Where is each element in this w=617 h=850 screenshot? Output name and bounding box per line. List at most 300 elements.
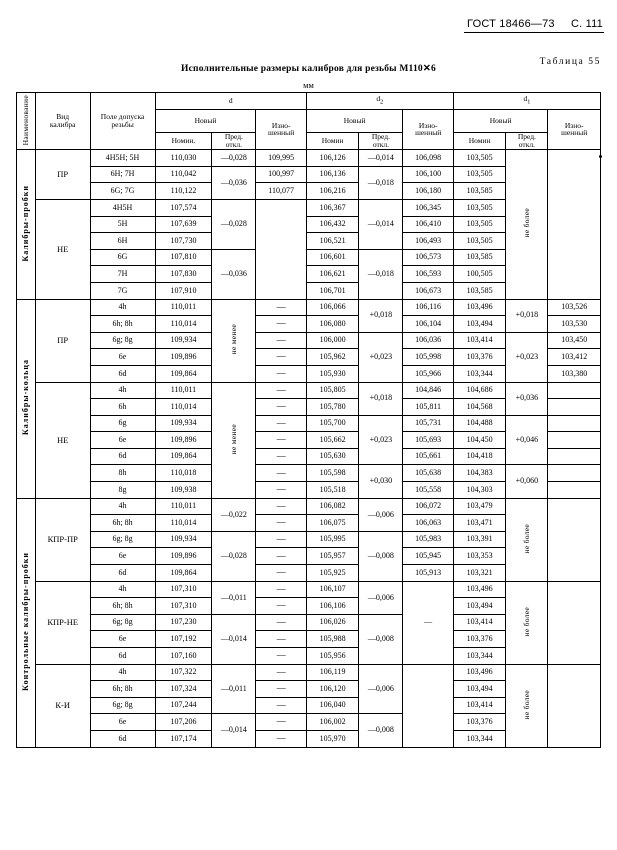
d2-nominal-cell: 106,621 [306,266,359,283]
d-nominal-cell: 107,174 [155,730,212,747]
tolerance-field-cell: 6H [90,233,155,250]
d-worn-cell: — [256,399,306,416]
d1-nominal-cell: 104,450 [453,432,506,449]
tolerance-field-cell: 6h; 8h [90,316,155,333]
d-dev-cell: —0,036 [212,166,256,199]
d-worn-cell: — [256,349,306,366]
col-d: d [155,93,306,110]
d-dev-cell: —0,028 [212,199,256,249]
tolerance-field-cell: 6e [90,714,155,731]
d2-nominal-cell: 106,066 [306,299,359,316]
tolerance-field-cell: 8h [90,465,155,482]
d2-worn-cell: 105,558 [403,482,453,499]
d-worn-cell: — [256,448,306,465]
d1-worn-cell [548,399,601,416]
d1-nominal-cell: 103,376 [453,349,506,366]
table-row [17,465,601,482]
d-worn-cell: — [256,515,306,532]
d2-worn-cell: 105,983 [403,531,453,548]
d-worn-cell: — [256,382,306,399]
d-nominal-cell: 107,574 [155,199,212,216]
col-d2-worn: Изно- шенный [403,109,453,150]
col-d1: $d_1$ [453,93,600,110]
d-nominal-cell: 109,934 [155,415,212,432]
d2-dev-cell: —0,014 [359,199,403,249]
d2-dev-cell: —0,008 [359,614,403,664]
d1-worn-cell [548,382,601,399]
d-dev-cell: —0,011 [212,664,256,714]
d-nominal-cell: 109,938 [155,482,212,499]
d2-nominal-cell: 105,518 [306,482,359,499]
d1-nominal-cell: 103,494 [453,316,506,333]
d2-nominal-cell: 105,988 [306,631,359,648]
d2-worn-cell [403,664,453,747]
col-d-worn: Изно- шенный [256,109,306,150]
d-dev-cell: —0,014 [212,614,256,664]
tolerance-field-cell: 4H5H [90,199,155,216]
d1-nominal-cell: 100,505 [453,266,506,283]
d1-worn-cell [548,465,601,482]
d-nominal-cell: 107,830 [155,266,212,283]
tolerance-field-cell: 8g [90,482,155,499]
d2-nominal-cell: 105,970 [306,730,359,747]
group-label-kontrolnye: Контрольные калибры-пробки [17,498,36,747]
d-nominal-cell: 107,639 [155,216,212,233]
d2-worn-cell: 104,846 [403,382,453,399]
d-dev-cell: —0,028 [212,531,256,581]
d2-dev-cell: +0,018 [359,382,403,415]
d2-nominal-cell: 106,136 [306,166,359,183]
d2-nominal-cell: 105,805 [306,382,359,399]
d1-dev-cell: +0,023 [506,332,548,382]
tolerance-field-cell: 4h [90,498,155,515]
d2-nominal-cell: 106,107 [306,581,359,598]
d1-worn-cell: 103,412 [548,349,601,366]
gauge-dimensions-table [16,92,601,748]
d-nominal-cell: 109,934 [155,531,212,548]
d2-nominal-cell: 106,106 [306,598,359,615]
col-gauge-type: Вид калибра [35,93,90,150]
col-d1-dev: Пред. откл. [506,133,548,150]
header-rule [464,32,604,33]
tolerance-field-cell: 5H [90,216,155,233]
d1-worn-cell [548,482,601,499]
d-nominal-cell: 109,896 [155,548,212,565]
d2-nominal-cell: 106,126 [306,150,359,167]
d-worn-cell: — [256,714,306,731]
d2-nominal-cell: 105,630 [306,448,359,465]
col-d-dev: Пред. откл. [212,133,256,150]
d-worn-cell: — [256,648,306,665]
d-worn-cell: — [256,531,306,548]
d2-worn-cell: 106,493 [403,233,453,250]
d-nominal-cell: 110,122 [155,183,212,200]
d-worn-cell: — [256,681,306,698]
d1-worn-cell [548,448,601,465]
d2-worn-cell: 106,180 [403,183,453,200]
table-row [17,299,601,316]
d-nominal-cell: 107,322 [155,664,212,681]
d-nominal-cell: 109,896 [155,432,212,449]
table-title: Исполнительные размеры калибров для резьбы М110✕6 [181,64,436,74]
d-dev-cell-nemenee: не менее [212,299,256,382]
d2-worn-cell: 106,345 [403,199,453,216]
tolerance-field-cell: 4h [90,299,155,316]
d-nominal-cell: 110,014 [155,399,212,416]
table-row [17,382,601,399]
gauge-type-cell: ПР [35,150,90,200]
tolerance-field-cell: 4h [90,382,155,399]
d2-nominal-cell: 105,957 [306,548,359,565]
d2-nominal-cell: 105,956 [306,648,359,665]
table-row [17,150,601,167]
d2-worn-cell: 105,913 [403,565,453,582]
d-worn-cell: — [256,664,306,681]
d-worn-cell: — [256,432,306,449]
d1-worn-cell [548,415,601,432]
d-nominal-cell: 107,160 [155,648,212,665]
d2-dev-cell: —0,014 [359,150,403,167]
d2-dev-cell: —0,018 [359,166,403,199]
d1-worn-cell [548,150,601,299]
d2-dev-cell: —0,006 [359,664,403,714]
d1-nominal-cell: 103,344 [453,730,506,747]
tolerance-field-cell: 6g; 8g [90,697,155,714]
d1-nominal-cell: 103,585 [453,183,506,200]
d-nominal-cell: 110,014 [155,515,212,532]
d-nominal-cell: 107,810 [155,249,212,266]
d-worn-cell: — [256,697,306,714]
d2-nominal-cell: 106,026 [306,614,359,631]
col-d-new: Новый [155,109,256,133]
d-nominal-cell: 107,206 [155,714,212,731]
tolerance-field-cell: 4h [90,664,155,681]
page-header [467,18,603,30]
d1-worn-cell [548,432,601,449]
d2-dev-cell: —0,006 [359,581,403,614]
d-nominal-cell: 109,864 [155,448,212,465]
gauge-type-cell: ПР [35,299,90,382]
d-nominal-cell: 110,011 [155,382,212,399]
d2-nominal-cell: 106,367 [306,199,359,216]
d-worn-cell: — [256,598,306,615]
d1-nominal-cell: 103,585 [453,282,506,299]
d-dev-cell: —0,011 [212,581,256,614]
d-nominal-cell: 109,896 [155,349,212,366]
d2-worn-cell: 106,410 [403,216,453,233]
d-nominal-cell: 107,310 [155,598,212,615]
d1-nominal-cell: 103,414 [453,332,506,349]
d1-nominal-cell: 103,376 [453,631,506,648]
d2-nominal-cell: 106,040 [306,697,359,714]
d-worn-cell: — [256,581,306,598]
d2-worn-cell: 105,661 [403,448,453,465]
col-d1-nominal: Номин [453,133,506,150]
d-nominal-cell: 110,042 [155,166,212,183]
d2-nominal-cell: 105,780 [306,399,359,416]
d2-dev-cell: +0,030 [359,465,403,498]
d2-nominal-cell: 106,701 [306,282,359,299]
d2-worn-cell: 106,573 [403,249,453,266]
d1-nominal-cell: 103,353 [453,548,506,565]
d-dev-cell: —0,014 [212,714,256,747]
d1-dev-cell: +0,060 [506,465,548,498]
d2-worn-cell: 105,998 [403,349,453,366]
d1-dev-cell: +0,046 [506,415,548,465]
d2-worn-cell: 105,811 [403,399,453,416]
page-number: С. 111 [571,18,603,30]
tolerance-field-cell: 6e [90,432,155,449]
d2-nominal-cell: 106,119 [306,664,359,681]
d-worn-cell: — [256,316,306,333]
d2-dev-cell: —0,018 [359,249,403,299]
d2-nominal-cell: 105,700 [306,415,359,432]
d-worn-cell: — [256,465,306,482]
tolerance-field-cell: 6d [90,730,155,747]
d2-nominal-cell: 106,216 [306,183,359,200]
d1-dev-cell-nobolee: не более [506,581,548,664]
d2-nominal-cell: 105,995 [306,531,359,548]
d2-worn-cell: 106,104 [403,316,453,333]
d1-nominal-cell: 103,585 [453,249,506,266]
col-d2-nominal: Номин [306,133,359,150]
d2-worn-cell: 105,731 [403,415,453,432]
standard-number: ГОСТ 18466—73 [467,18,555,30]
d-worn-cell: — [256,498,306,515]
d-worn-cell [256,199,306,299]
units-label: мм [303,80,314,90]
d-worn-cell: 110,077 [256,183,306,200]
d2-worn-cell: — [403,581,453,664]
d2-dev-cell: +0,023 [359,415,403,465]
tolerance-field-cell: 6d [90,565,155,582]
d1-dev-cell: +0,036 [506,382,548,415]
d2-nominal-cell: 106,432 [306,216,359,233]
d2-dev-cell: +0,023 [359,332,403,382]
d2-worn-cell: 106,100 [403,166,453,183]
d2-worn-cell: 106,593 [403,266,453,283]
d1-nominal-cell: 103,471 [453,515,506,532]
tolerance-field-cell: 6g; 8g [90,614,155,631]
group-label-koltsa: Калибры-кольца [17,299,36,498]
d2-worn-cell: 105,638 [403,465,453,482]
tolerance-field-cell: 6d [90,448,155,465]
d1-nominal-cell: 103,496 [453,581,506,598]
d1-nominal-cell: 103,505 [453,166,506,183]
tolerance-field-cell: 6e [90,631,155,648]
d2-nominal-cell: 106,080 [306,316,359,333]
d1-worn-cell [548,581,601,664]
d-nominal-cell: 107,192 [155,631,212,648]
d2-nominal-cell: 105,930 [306,365,359,382]
d-worn-cell: 100,997 [256,166,306,183]
d2-nominal-cell: 106,000 [306,332,359,349]
table-row [17,581,601,598]
d2-nominal-cell: 105,962 [306,349,359,366]
d2-nominal-cell: 105,662 [306,432,359,449]
d-nominal-cell: 109,864 [155,365,212,382]
d1-nominal-cell: 103,505 [453,216,506,233]
col-designation: Наименование [17,93,36,150]
d1-dev-cell: +0,018 [506,299,548,332]
d-nominal-cell: 110,011 [155,498,212,515]
d-worn-cell: — [256,365,306,382]
d-nominal-cell: 110,018 [155,465,212,482]
d2-nominal-cell: 105,598 [306,465,359,482]
d2-dev-cell: —0,008 [359,531,403,581]
d-nominal-cell: 107,324 [155,681,212,698]
d1-nominal-cell: 104,488 [453,415,506,432]
d1-nominal-cell: 103,344 [453,365,506,382]
table-label: Таблица 55 [539,57,601,67]
gauge-type-cell: КПР-ПР [35,498,90,581]
d-nominal-cell: 109,864 [155,565,212,582]
col-d2-dev: Пред. откл. [359,133,403,150]
d1-nominal-cell: 103,321 [453,565,506,582]
d2-nominal-cell: 106,082 [306,498,359,515]
d-worn-cell: — [256,415,306,432]
gauge-type-cell: К-И [35,664,90,747]
d1-nominal-cell: 103,391 [453,531,506,548]
tolerance-field-cell: 6d [90,648,155,665]
d2-dev-cell: —0,006 [359,498,403,531]
d-worn-cell: — [256,730,306,747]
d-worn-cell: — [256,548,306,565]
d2-worn-cell: 106,116 [403,299,453,316]
d1-nominal-cell: 103,479 [453,498,506,515]
col-d-nominal: Номин. [155,133,212,150]
table-body [17,150,601,747]
d1-worn-cell [548,664,601,747]
d-worn-cell: — [256,614,306,631]
d-worn-cell: 109,995 [256,150,306,167]
d2-worn-cell: 106,098 [403,150,453,167]
d-dev-cell: —0,036 [212,249,256,299]
d-nominal-cell: 107,244 [155,697,212,714]
tolerance-field-cell: 6G [90,249,155,266]
gauge-type-cell: КПР-НЕ [35,581,90,664]
col-tolerance-field: Поле допуска резьбы [90,93,155,150]
d2-nominal-cell: 106,002 [306,714,359,731]
d2-nominal-cell: 106,075 [306,515,359,532]
d2-dev-cell: —0,008 [359,714,403,747]
d-nominal-cell: 110,011 [155,299,212,316]
d2-worn-cell: 106,673 [403,282,453,299]
tolerance-field-cell: 6h; 8h [90,515,155,532]
tolerance-field-cell: 6h; 8h [90,598,155,615]
d2-worn-cell: 105,966 [403,365,453,382]
d1-nominal-cell: 103,494 [453,598,506,615]
d-nominal-cell: 107,910 [155,282,212,299]
tolerance-field-cell: 6h [90,399,155,416]
gauge-type-cell: НЕ [35,199,90,299]
col-d1-worn: Изно- шенный [548,109,601,150]
d2-worn-cell: 106,036 [403,332,453,349]
d1-nominal-cell: 103,414 [453,614,506,631]
tolerance-field-cell: 6G; 7G [90,183,155,200]
d1-nominal-cell: 104,686 [453,382,506,399]
table-row [17,498,601,515]
tolerance-field-cell: 6d [90,365,155,382]
d1-dev-cell-nobolee: не более [506,150,548,299]
d1-nominal-cell: 103,505 [453,150,506,167]
d1-nominal-cell: 103,496 [453,664,506,681]
d2-nominal-cell: 105,925 [306,565,359,582]
d-dev-cell: —0,028 [212,150,256,167]
d2-nominal-cell: 106,120 [306,681,359,698]
table-row [17,664,601,681]
d-nominal-cell: 107,230 [155,614,212,631]
d1-worn-cell: 103,380 [548,365,601,382]
d-worn-cell: — [256,332,306,349]
d1-dev-cell-nobolee: не более [506,498,548,581]
d2-nominal-cell: 106,521 [306,233,359,250]
d1-nominal-cell: 103,494 [453,681,506,698]
d1-nominal-cell: 104,303 [453,482,506,499]
d1-nominal-cell: 104,383 [453,465,506,482]
d-dev-cell: —0,022 [212,498,256,531]
tolerance-field-cell: 6g; 8g [90,531,155,548]
d1-nominal-cell: 103,376 [453,714,506,731]
tolerance-field-cell: 6g [90,415,155,432]
gauge-type-cell: НЕ [35,382,90,498]
d1-nominal-cell: 104,568 [453,399,506,416]
d-nominal-cell: 110,014 [155,316,212,333]
col-d1-new: Новый [453,109,548,133]
tolerance-field-cell: 4H5H; 5H [90,150,155,167]
d1-worn-cell [548,498,601,581]
col-d2: $d_2$ [306,93,453,110]
d1-nominal-cell: 103,505 [453,199,506,216]
d1-nominal-cell: 103,344 [453,648,506,665]
d1-nominal-cell: 103,496 [453,299,506,316]
d-nominal-cell: 107,730 [155,233,212,250]
d1-dev-cell-nobolee: не более [506,664,548,747]
tolerance-field-cell: 6H; 7H [90,166,155,183]
tolerance-field-cell: 6e [90,548,155,565]
d2-worn-cell: 105,945 [403,548,453,565]
d2-nominal-cell: 106,601 [306,249,359,266]
d-nominal-cell: 109,934 [155,332,212,349]
tolerance-field-cell: 7H [90,266,155,283]
d-dev-cell-nemenee: не менее [212,382,256,498]
tolerance-field-cell: 6g; 8g [90,332,155,349]
table-row [17,332,601,349]
tolerance-field-cell: 6h; 8h [90,681,155,698]
d-worn-cell: — [256,482,306,499]
d1-nominal-cell: 103,414 [453,697,506,714]
d2-worn-cell: 106,063 [403,515,453,532]
tolerance-field-cell: 4h [90,581,155,598]
d-worn-cell: — [256,299,306,316]
d-worn-cell: — [256,565,306,582]
d2-worn-cell: 106,072 [403,498,453,515]
d-nominal-cell: 110,030 [155,150,212,167]
d1-worn-cell: 103,530 [548,316,601,333]
table-row [17,415,601,432]
group-label-probki: Калибры-пробки [17,150,36,299]
col-d2-new: Новый [306,109,403,133]
d-worn-cell: — [256,631,306,648]
d1-nominal-cell: 104,418 [453,448,506,465]
d1-worn-cell: 103,450 [548,332,601,349]
d2-dev-cell: +0,018 [359,299,403,332]
d2-worn-cell: 105,693 [403,432,453,449]
d1-nominal-cell: 103,505 [453,233,506,250]
d-nominal-cell: 107,310 [155,581,212,598]
tolerance-field-cell: 6e [90,349,155,366]
d1-worn-cell: 103,526 [548,299,601,316]
